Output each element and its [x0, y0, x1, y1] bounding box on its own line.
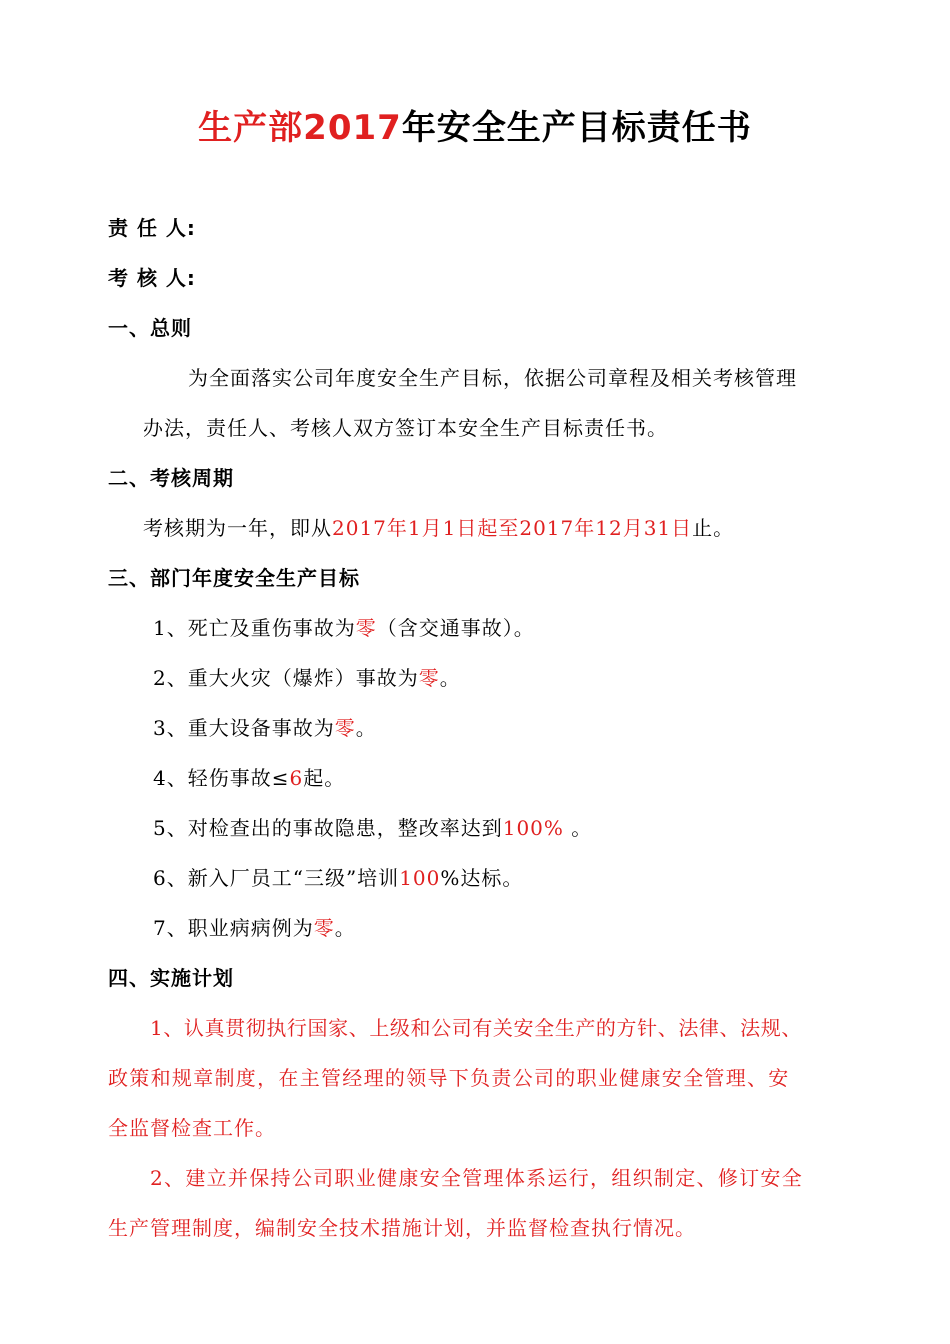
goal-text-end: （含交通事故）。: [376, 616, 535, 640]
goal-value: 6: [289, 766, 304, 790]
section-1-para-line-2: 办法，责任人、考核人双方签订本安全生产目标责任书。: [143, 416, 668, 440]
goal-value: 零: [313, 916, 335, 940]
goal-item-4: [153, 762, 345, 791]
goal-item-1: [153, 612, 535, 641]
plan-2-line-1: 2、建立并保持公司职业健康安全管理体系运行，组织制定、修订安全: [150, 1166, 804, 1190]
goal-text: 5、对检查出的事故隐患，整改率达到: [153, 816, 503, 840]
goal-text-end: 。: [334, 916, 356, 940]
period-suffix: 止。: [692, 516, 735, 540]
plan-1-line-3: 全监督检查工作。: [108, 1116, 276, 1140]
goal-text: 1、死亡及重伤事故为: [153, 616, 356, 640]
goal-text: 3、重大设备事故为: [153, 716, 335, 740]
goal-value: 100: [399, 866, 441, 890]
goal-value: 零: [355, 616, 377, 640]
section-1-para-line-1: 为全面落实公司年度安全生产目标，依据公司章程及相关考核管理: [188, 366, 797, 390]
goal-text-end: 。: [563, 816, 593, 840]
goal-item-3: [153, 712, 377, 741]
goal-item-2: [153, 662, 461, 691]
responsible-person-label: 责 任 人:: [108, 216, 196, 240]
goal-item-6: [153, 862, 523, 891]
section-1-heading: 一、总则: [108, 316, 192, 340]
plan-2-line-2: 生产管理制度，编制安全技术措施计划，并监督检查执行情况。: [108, 1216, 696, 1240]
goal-text: 6、新入厂员工“三级”培训: [153, 866, 400, 890]
goal-item-7: [153, 912, 356, 941]
goal-text-end: %达标。: [440, 866, 524, 890]
section-2-para: [143, 512, 734, 541]
assessor-label: 考 核 人:: [108, 266, 196, 290]
section-4-heading: 四、实施计划: [108, 966, 234, 990]
goal-value: 100%: [502, 816, 564, 840]
goal-item-5: [153, 812, 592, 841]
period-prefix: 考核期为一年，即从: [143, 516, 332, 540]
section-3-heading: 三、部门年度安全生产目标: [108, 566, 360, 590]
goal-text-end: 。: [439, 666, 461, 690]
goal-text: 4、轻伤事故≤: [153, 766, 290, 790]
goal-text: 2、重大火灾（爆炸）事故为: [153, 666, 419, 690]
plan-1-line-2: 政策和规章制度，在主管经理的领导下负责公司的职业健康安全管理、安: [108, 1066, 790, 1090]
title-black-part: 年安全生产目标责任书: [401, 108, 752, 148]
goal-text: 7、职业病病例为: [153, 916, 314, 940]
goal-text-end: 起。: [303, 766, 346, 790]
title-red-part: 生产部2017: [198, 108, 402, 148]
period-dates: 2017年1月1日起至2017年12月31日: [332, 516, 693, 540]
goal-value: 零: [334, 716, 356, 740]
page-title: [0, 100, 950, 149]
goal-text-end: 。: [355, 716, 377, 740]
plan-1-line-1: 1、认真贯彻执行国家、上级和公司有关安全生产的方针、法律、法规、: [150, 1016, 802, 1040]
goal-value: 零: [418, 666, 440, 690]
section-2-heading: 二、考核周期: [108, 466, 234, 490]
